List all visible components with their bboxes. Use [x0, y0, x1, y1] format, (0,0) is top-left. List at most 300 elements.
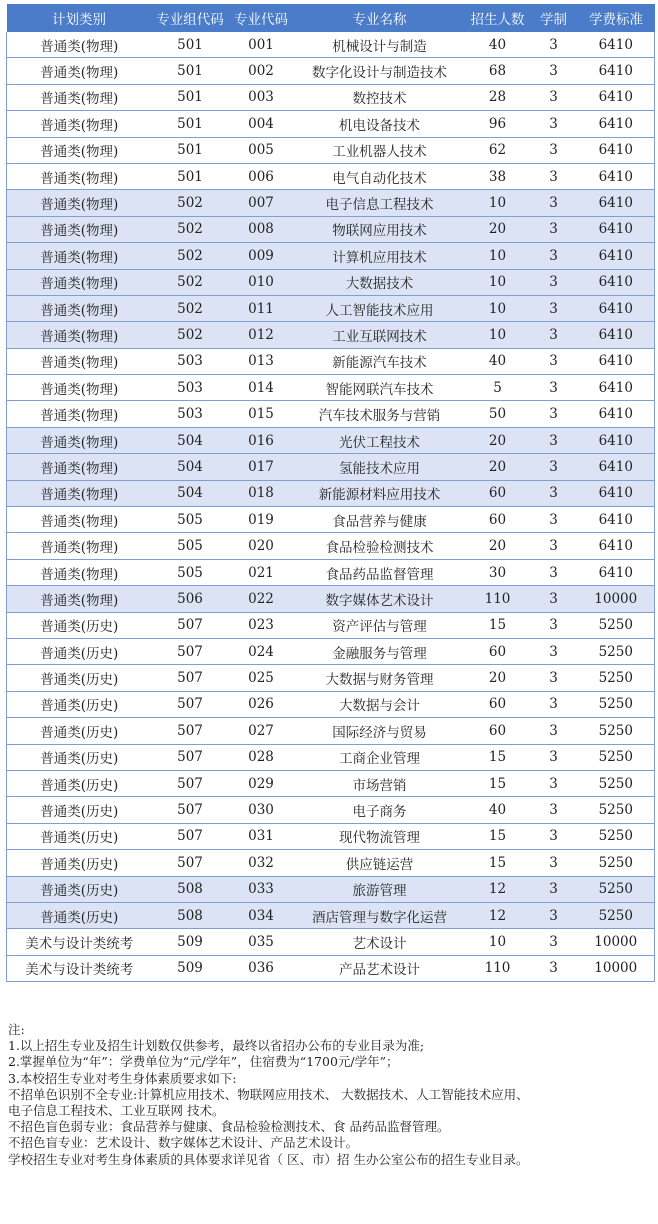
cell-enrollment-count: 60: [466, 507, 530, 533]
cell-duration: 3: [530, 216, 578, 242]
cell-plan-category: 普通类(物理): [7, 427, 152, 453]
cell-tuition: 6410: [578, 32, 655, 58]
cell-enrollment-count: 60: [466, 718, 530, 744]
header-major-name: 专业名称: [294, 4, 466, 32]
cell-duration: 3: [530, 929, 578, 955]
table-row: [7, 454, 655, 480]
notes-section: [8, 1022, 653, 1168]
cell-plan-category: 普通类(物理): [7, 137, 152, 163]
cell-plan-category: 普通类(历史): [7, 902, 152, 928]
cell-duration: 3: [530, 137, 578, 163]
cell-major-name: 氢能技术应用: [294, 454, 466, 480]
cell-plan-category: 普通类(物理): [7, 348, 152, 374]
cell-tuition: 6410: [578, 507, 655, 533]
cell-tuition: 6410: [578, 401, 655, 427]
cell-duration: 3: [530, 190, 578, 216]
enrollment-plan-table: [6, 4, 655, 982]
cell-major-code: 004: [229, 111, 294, 137]
table-row: [7, 243, 655, 269]
cell-enrollment-count: 12: [466, 876, 530, 902]
cell-major-name: 酒店管理与数字化运营: [294, 902, 466, 928]
cell-tuition: 5250: [578, 797, 655, 823]
cell-enrollment-count: 15: [466, 744, 530, 770]
cell-major-code: 018: [229, 480, 294, 506]
cell-duration: 3: [530, 718, 578, 744]
table-row: [7, 638, 655, 664]
cell-duration: 3: [530, 401, 578, 427]
cell-tuition: 5250: [578, 770, 655, 796]
table-row: [7, 797, 655, 823]
header-plan-category: 计划类别: [7, 4, 152, 32]
cell-duration: 3: [530, 84, 578, 110]
cell-duration: 3: [530, 559, 578, 585]
table-row: [7, 559, 655, 585]
cell-group-code: 504: [152, 480, 229, 506]
cell-enrollment-count: 60: [466, 480, 530, 506]
cell-duration: 3: [530, 955, 578, 981]
table-row: [7, 586, 655, 612]
cell-enrollment-count: 62: [466, 137, 530, 163]
cell-major-code: 002: [229, 58, 294, 84]
cell-plan-category: 普通类(物理): [7, 111, 152, 137]
note-line: 不招色盲专业：艺术设计、数字媒体艺术设计、产品艺术设计。: [8, 1135, 359, 1151]
cell-major-name: 物联网应用技术: [294, 216, 466, 242]
table-row: [7, 533, 655, 559]
cell-tuition: 5250: [578, 850, 655, 876]
cell-duration: 3: [530, 269, 578, 295]
cell-group-code: 507: [152, 718, 229, 744]
table-row: [7, 876, 655, 902]
table-row: [7, 401, 655, 427]
cell-plan-category: 普通类(物理): [7, 243, 152, 269]
cell-tuition: 5250: [578, 612, 655, 638]
cell-major-name: 现代物流管理: [294, 823, 466, 849]
cell-major-name: 电子商务: [294, 797, 466, 823]
table-row: [7, 691, 655, 717]
cell-duration: 3: [530, 876, 578, 902]
cell-major-name: 艺术设计: [294, 929, 466, 955]
cell-group-code: 507: [152, 850, 229, 876]
cell-group-code: 502: [152, 243, 229, 269]
cell-duration: 3: [530, 163, 578, 189]
cell-tuition: 10000: [578, 955, 655, 981]
cell-major-code: 024: [229, 638, 294, 664]
cell-duration: 3: [530, 427, 578, 453]
note-line: 2.掌握单位为“年”：学费单位为“元/学年”，住宿费为“1700元/学年”；: [8, 1054, 399, 1070]
cell-major-code: 009: [229, 243, 294, 269]
cell-tuition: 6410: [578, 163, 655, 189]
cell-group-code: 501: [152, 137, 229, 163]
cell-tuition: 6410: [578, 137, 655, 163]
cell-duration: 3: [530, 665, 578, 691]
table-row: [7, 84, 655, 110]
cell-enrollment-count: 15: [466, 612, 530, 638]
cell-tuition: 6410: [578, 348, 655, 374]
cell-tuition: 6410: [578, 322, 655, 348]
cell-duration: 3: [530, 744, 578, 770]
cell-major-name: 新能源汽车技术: [294, 348, 466, 374]
cell-enrollment-count: 10: [466, 322, 530, 348]
cell-enrollment-count: 10: [466, 243, 530, 269]
cell-duration: 3: [530, 850, 578, 876]
cell-major-code: 033: [229, 876, 294, 902]
cell-duration: 3: [530, 533, 578, 559]
cell-plan-category: 普通类(物理): [7, 480, 152, 506]
cell-duration: 3: [530, 454, 578, 480]
cell-major-name: 智能网联汽车技术: [294, 375, 466, 401]
cell-tuition: 5250: [578, 876, 655, 902]
cell-enrollment-count: 20: [466, 665, 530, 691]
cell-major-code: 013: [229, 348, 294, 374]
cell-plan-category: 普通类(物理): [7, 32, 152, 58]
table-row: [7, 612, 655, 638]
cell-major-code: 027: [229, 718, 294, 744]
cell-enrollment-count: 20: [466, 533, 530, 559]
cell-plan-category: 普通类(物理): [7, 295, 152, 321]
cell-enrollment-count: 110: [466, 955, 530, 981]
cell-plan-category: 普通类(物理): [7, 190, 152, 216]
cell-major-code: 005: [229, 137, 294, 163]
cell-enrollment-count: 68: [466, 58, 530, 84]
cell-major-code: 022: [229, 586, 294, 612]
cell-plan-category: 普通类(历史): [7, 823, 152, 849]
cell-enrollment-count: 12: [466, 902, 530, 928]
cell-major-name: 大数据与财务管理: [294, 665, 466, 691]
cell-duration: 3: [530, 348, 578, 374]
cell-tuition: 6410: [578, 295, 655, 321]
cell-duration: 3: [530, 691, 578, 717]
cell-group-code: 508: [152, 902, 229, 928]
table-row: [7, 111, 655, 137]
cell-major-code: 012: [229, 322, 294, 348]
cell-plan-category: 普通类(物理): [7, 163, 152, 189]
cell-enrollment-count: 110: [466, 586, 530, 612]
cell-enrollment-count: 96: [466, 111, 530, 137]
cell-plan-category: 普通类(物理): [7, 216, 152, 242]
cell-tuition: 6410: [578, 454, 655, 480]
cell-major-code: 032: [229, 850, 294, 876]
cell-group-code: 507: [152, 691, 229, 717]
cell-plan-category: 普通类(物理): [7, 454, 152, 480]
cell-major-name: 资产评估与管理: [294, 612, 466, 638]
cell-tuition: 10000: [578, 586, 655, 612]
cell-duration: 3: [530, 295, 578, 321]
cell-major-code: 025: [229, 665, 294, 691]
cell-duration: 3: [530, 797, 578, 823]
cell-major-name: 数控技术: [294, 84, 466, 110]
cell-tuition: 5250: [578, 638, 655, 664]
cell-major-code: 011: [229, 295, 294, 321]
cell-plan-category: 普通类(物理): [7, 58, 152, 84]
cell-tuition: 6410: [578, 480, 655, 506]
table-row: [7, 850, 655, 876]
table-row: [7, 58, 655, 84]
cell-tuition: 10000: [578, 929, 655, 955]
cell-enrollment-count: 28: [466, 84, 530, 110]
cell-group-code: 505: [152, 559, 229, 585]
cell-enrollment-count: 15: [466, 770, 530, 796]
note-line: 学校招生专业对考生身体素质的具体要求详见省（ 区、市）招 生办公室公布的招生专业目录。: [8, 1151, 529, 1167]
table-row: [7, 929, 655, 955]
cell-duration: 3: [530, 612, 578, 638]
cell-plan-category: 普通类(物理): [7, 375, 152, 401]
cell-major-name: 食品检验检测技术: [294, 533, 466, 559]
cell-group-code: 507: [152, 638, 229, 664]
cell-major-name: 工商企业管理: [294, 744, 466, 770]
cell-tuition: 6410: [578, 84, 655, 110]
table-row: [7, 295, 655, 321]
note-line: 注:: [8, 1022, 25, 1037]
cell-enrollment-count: 40: [466, 797, 530, 823]
cell-major-name: 工业互联网技术: [294, 322, 466, 348]
cell-major-code: 030: [229, 797, 294, 823]
cell-major-name: 旅游管理: [294, 876, 466, 902]
cell-duration: 3: [530, 32, 578, 58]
cell-major-name: 机械设计与制造: [294, 32, 466, 58]
cell-plan-category: 普通类(物理): [7, 322, 152, 348]
cell-major-code: 016: [229, 427, 294, 453]
cell-major-code: 017: [229, 454, 294, 480]
table-row: [7, 190, 655, 216]
cell-enrollment-count: 20: [466, 454, 530, 480]
cell-enrollment-count: 15: [466, 823, 530, 849]
cell-enrollment-count: 60: [466, 638, 530, 664]
table-row: [7, 744, 655, 770]
cell-major-name: 大数据技术: [294, 269, 466, 295]
cell-enrollment-count: 10: [466, 295, 530, 321]
cell-major-code: 014: [229, 375, 294, 401]
cell-major-code: 008: [229, 216, 294, 242]
cell-major-name: 国际经济与贸易: [294, 718, 466, 744]
cell-duration: 3: [530, 58, 578, 84]
cell-major-code: 028: [229, 744, 294, 770]
cell-major-name: 供应链运营: [294, 850, 466, 876]
table-row: [7, 375, 655, 401]
cell-group-code: 508: [152, 876, 229, 902]
cell-plan-category: 普通类(历史): [7, 718, 152, 744]
cell-duration: 3: [530, 586, 578, 612]
table-row: [7, 32, 655, 58]
cell-plan-category: 普通类(物理): [7, 559, 152, 585]
cell-group-code: 505: [152, 533, 229, 559]
cell-enrollment-count: 60: [466, 691, 530, 717]
cell-major-code: 026: [229, 691, 294, 717]
cell-major-name: 光伏工程技术: [294, 427, 466, 453]
cell-tuition: 5250: [578, 718, 655, 744]
cell-group-code: 507: [152, 823, 229, 849]
cell-duration: 3: [530, 480, 578, 506]
cell-major-name: 电子信息工程技术: [294, 190, 466, 216]
table-body: [7, 32, 655, 982]
cell-enrollment-count: 15: [466, 850, 530, 876]
cell-major-code: 034: [229, 902, 294, 928]
table-row: [7, 163, 655, 189]
cell-duration: 3: [530, 638, 578, 664]
cell-group-code: 507: [152, 744, 229, 770]
cell-major-name: 人工智能技术应用: [294, 295, 466, 321]
cell-tuition: 6410: [578, 58, 655, 84]
cell-major-code: 029: [229, 770, 294, 796]
cell-enrollment-count: 10: [466, 190, 530, 216]
note-line: 电子信息工程技术、工业互联网 技术。: [8, 1103, 225, 1119]
cell-plan-category: 普通类(历史): [7, 638, 152, 664]
table-row: [7, 955, 655, 981]
cell-group-code: 501: [152, 163, 229, 189]
cell-major-code: 019: [229, 507, 294, 533]
cell-plan-category: 普通类(物理): [7, 401, 152, 427]
note-line: 3.本校招生专业对考生身体素质要求如下:: [8, 1070, 237, 1086]
cell-plan-category: 普通类(历史): [7, 744, 152, 770]
cell-duration: 3: [530, 243, 578, 269]
cell-plan-category: 普通类(历史): [7, 770, 152, 796]
cell-duration: 3: [530, 770, 578, 796]
cell-plan-category: 普通类(历史): [7, 691, 152, 717]
cell-major-code: 001: [229, 32, 294, 58]
cell-major-name: 数字媒体艺术设计: [294, 586, 466, 612]
cell-enrollment-count: 40: [466, 348, 530, 374]
cell-enrollment-count: 50: [466, 401, 530, 427]
cell-plan-category: 普通类(物理): [7, 84, 152, 110]
header-major-code: 专业代码: [229, 4, 294, 32]
cell-major-name: 食品营养与健康: [294, 507, 466, 533]
cell-major-code: 036: [229, 955, 294, 981]
cell-group-code: 504: [152, 427, 229, 453]
table-row: [7, 427, 655, 453]
cell-plan-category: 普通类(物理): [7, 586, 152, 612]
cell-major-name: 新能源材料应用技术: [294, 480, 466, 506]
cell-group-code: 503: [152, 348, 229, 374]
table-row: [7, 770, 655, 796]
cell-major-code: 007: [229, 190, 294, 216]
cell-major-name: 金融服务与管理: [294, 638, 466, 664]
cell-enrollment-count: 5: [466, 375, 530, 401]
cell-duration: 3: [530, 823, 578, 849]
cell-plan-category: 普通类(物理): [7, 507, 152, 533]
cell-duration: 3: [530, 507, 578, 533]
cell-enrollment-count: 30: [466, 559, 530, 585]
note-line: 1.以上招生专业及招生计划数仅供参考，最终以省招办公布的专业目录为准;: [8, 1038, 425, 1054]
table-row: [7, 665, 655, 691]
cell-major-name: 计算机应用技术: [294, 243, 466, 269]
cell-tuition: 6410: [578, 559, 655, 585]
cell-group-code: 503: [152, 401, 229, 427]
table-row: [7, 269, 655, 295]
cell-major-code: 015: [229, 401, 294, 427]
cell-major-name: 汽车技术服务与营销: [294, 401, 466, 427]
cell-enrollment-count: 20: [466, 216, 530, 242]
table-row: [7, 137, 655, 163]
cell-major-code: 023: [229, 612, 294, 638]
header-tuition: 学费标准: [578, 4, 655, 32]
note-line: 不招单色识别不全专业:计算机应用技术、物联网应用技术、 大数据技术、人工智能技术应用、: [8, 1086, 529, 1102]
table-row: [7, 507, 655, 533]
cell-tuition: 6410: [578, 269, 655, 295]
header-duration: 学制: [530, 4, 578, 32]
cell-major-name: 市场营销: [294, 770, 466, 796]
cell-group-code: 501: [152, 32, 229, 58]
cell-group-code: 501: [152, 58, 229, 84]
cell-major-name: 食品药品监督管理: [294, 559, 466, 585]
cell-group-code: 507: [152, 797, 229, 823]
cell-plan-category: 普通类(物理): [7, 533, 152, 559]
cell-enrollment-count: 10: [466, 269, 530, 295]
cell-group-code: 502: [152, 190, 229, 216]
table-row: [7, 902, 655, 928]
cell-duration: 3: [530, 902, 578, 928]
cell-group-code: 502: [152, 269, 229, 295]
cell-major-code: 003: [229, 84, 294, 110]
cell-plan-category: 普通类(历史): [7, 850, 152, 876]
cell-major-name: 机电设备技术: [294, 111, 466, 137]
cell-major-name: 电气自动化技术: [294, 163, 466, 189]
cell-duration: 3: [530, 111, 578, 137]
cell-plan-category: 普通类(历史): [7, 797, 152, 823]
cell-tuition: 5250: [578, 691, 655, 717]
header-group-code: 专业组代码: [152, 4, 229, 32]
cell-tuition: 6410: [578, 216, 655, 242]
cell-group-code: 507: [152, 770, 229, 796]
cell-major-name: 工业机器人技术: [294, 137, 466, 163]
cell-plan-category: 普通类(历史): [7, 665, 152, 691]
cell-major-code: 035: [229, 929, 294, 955]
cell-major-code: 021: [229, 559, 294, 585]
cell-group-code: 504: [152, 454, 229, 480]
table-row: [7, 823, 655, 849]
table-row: [7, 348, 655, 374]
table-row: [7, 718, 655, 744]
cell-tuition: 6410: [578, 190, 655, 216]
cell-group-code: 506: [152, 586, 229, 612]
cell-tuition: 6410: [578, 427, 655, 453]
cell-major-name: 产品艺术设计: [294, 955, 466, 981]
cell-plan-category: 普通类(历史): [7, 612, 152, 638]
cell-duration: 3: [530, 322, 578, 348]
header-enrollment-count: 招生人数: [466, 4, 530, 32]
table-row: [7, 216, 655, 242]
cell-enrollment-count: 40: [466, 32, 530, 58]
cell-group-code: 505: [152, 507, 229, 533]
cell-group-code: 503: [152, 375, 229, 401]
cell-tuition: 5250: [578, 665, 655, 691]
cell-tuition: 6410: [578, 375, 655, 401]
cell-group-code: 501: [152, 84, 229, 110]
cell-group-code: 502: [152, 295, 229, 321]
cell-enrollment-count: 38: [466, 163, 530, 189]
note-line: 不招色盲色弱专业：食品营养与健康、食品检验检测技术、食 品药品监督管理。: [8, 1119, 450, 1135]
cell-group-code: 502: [152, 322, 229, 348]
cell-plan-category: 普通类(物理): [7, 269, 152, 295]
cell-tuition: 6410: [578, 243, 655, 269]
cell-plan-category: 普通类(历史): [7, 876, 152, 902]
cell-group-code: 507: [152, 665, 229, 691]
table-header-row: [7, 4, 655, 32]
cell-enrollment-count: 10: [466, 929, 530, 955]
cell-major-name: 数字化设计与制造技术: [294, 58, 466, 84]
cell-tuition: 5250: [578, 823, 655, 849]
cell-major-name: 大数据与会计: [294, 691, 466, 717]
cell-group-code: 507: [152, 612, 229, 638]
cell-group-code: 509: [152, 929, 229, 955]
cell-group-code: 502: [152, 216, 229, 242]
cell-enrollment-count: 20: [466, 427, 530, 453]
cell-duration: 3: [530, 375, 578, 401]
cell-plan-category: 美术与设计类统考: [7, 929, 152, 955]
cell-tuition: 5250: [578, 744, 655, 770]
cell-major-code: 010: [229, 269, 294, 295]
cell-major-code: 020: [229, 533, 294, 559]
cell-plan-category: 美术与设计类统考: [7, 955, 152, 981]
cell-tuition: 6410: [578, 111, 655, 137]
